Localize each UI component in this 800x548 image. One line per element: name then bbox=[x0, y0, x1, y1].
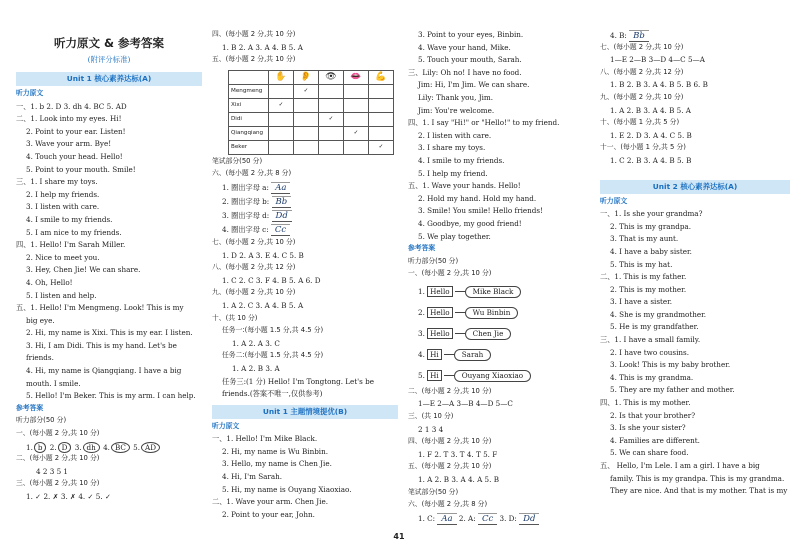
text-line: 5. We play together. bbox=[418, 231, 491, 241]
match-pair bbox=[408, 366, 594, 387]
table-cell bbox=[294, 112, 319, 126]
handwriting: Bb bbox=[272, 196, 292, 208]
table-cell bbox=[319, 84, 344, 98]
text-line: They are nice. And that is my mother. That is my bbox=[610, 486, 788, 496]
text-line: 1. C 2. B 3. A 4. B 5. B bbox=[610, 155, 692, 165]
text-line: 4. I smile to my friends. bbox=[418, 155, 505, 165]
q8-header: 八、(每小题 2 分,共 12 分) bbox=[212, 263, 296, 272]
task2-label: 任务二:(每小题 1.5 分,共 4.5 分) bbox=[222, 351, 324, 360]
listen-part-label-2: 听力部分(50 分) bbox=[408, 256, 459, 265]
table-cell bbox=[369, 112, 394, 126]
text-line: 2. I listen with care. bbox=[418, 130, 492, 140]
handwriting: Dd bbox=[272, 210, 292, 222]
row-name: Didi bbox=[229, 112, 269, 126]
page-subtitle: (附评分标准) bbox=[87, 55, 131, 64]
listening-text-lines bbox=[16, 102, 202, 404]
matching-table bbox=[228, 70, 394, 155]
text-line: 十、(每小题 1 分,共 5 分) bbox=[600, 118, 680, 127]
connector-line bbox=[444, 354, 454, 355]
connector-line bbox=[444, 375, 454, 376]
q6-label: 4. 圈出字母 c: bbox=[222, 224, 269, 234]
q6-answers-2 bbox=[408, 513, 594, 526]
q5-header: 五、(每小题 2 分,共 10 分) bbox=[212, 55, 296, 64]
text-line: 3. Hello, my name is Chen Jie. bbox=[222, 459, 332, 469]
table-cell bbox=[369, 98, 394, 112]
name-oval: Mike Black bbox=[465, 286, 522, 298]
table-cell bbox=[294, 140, 319, 154]
text-line: 十一、(每小题 1 分,共 5 分) bbox=[600, 143, 686, 152]
text-line: 4. Oh, Hello! bbox=[26, 277, 73, 287]
text-line: 5. I listen and help. bbox=[26, 290, 97, 300]
text-line: family. This is my grandpa. This is my grandma. bbox=[610, 473, 785, 483]
table-cell bbox=[269, 126, 294, 140]
text-line: 3. Point to your eyes, Binbin. bbox=[418, 30, 524, 39]
text-line: 5. Point to your mouth. Smile! bbox=[26, 164, 136, 174]
table-row bbox=[229, 112, 394, 126]
table-row bbox=[229, 140, 394, 154]
q3-answers: 1. ✓ 2. ✗ 3. ✗ 4. ✓ 5. ✓ bbox=[26, 492, 111, 501]
task3-label: 任务三:(1 分) Hello! I'm Tongtong. Let's be bbox=[222, 376, 374, 386]
match-pair bbox=[408, 303, 594, 324]
q4-answers: 1. B 2. A 3. A 4. B 5. A bbox=[222, 42, 303, 52]
listening-text-lines-4 bbox=[600, 209, 790, 499]
q9-header: 九、(每小题 2 分,共 10 分) bbox=[212, 288, 296, 297]
q3-header-2: 三、(共 10 分) bbox=[408, 412, 454, 421]
table-cell bbox=[344, 98, 369, 112]
greeting-box: Hi bbox=[427, 370, 442, 381]
text-line: 九、(每小题 2 分,共 10 分) bbox=[600, 92, 684, 101]
q4-answers-2: 1. F 2. T 3. T 4. T 5. F bbox=[418, 449, 498, 459]
unit-bar-2a: Unit 2 核心素养达标(A) bbox=[600, 180, 790, 194]
q6-answers bbox=[212, 182, 398, 238]
section-listening-text-4: 听力原文 bbox=[600, 196, 628, 205]
text-line: 四、1. I say "Hi!" or "Hello!" to my friend. bbox=[408, 118, 560, 128]
handwriting: Cc bbox=[271, 224, 290, 236]
circled-answer: dh bbox=[83, 442, 100, 453]
text-line: 3. Is she your sister? bbox=[610, 423, 686, 433]
column-2 bbox=[212, 0, 398, 548]
table-cell bbox=[269, 140, 294, 154]
q6-header: 六、(每小题 2 分,共 8 分) bbox=[212, 169, 292, 178]
column-1 bbox=[16, 0, 202, 548]
listening-text-lines-3 bbox=[408, 30, 594, 244]
q6-label: 1. 圈出字母 a: bbox=[222, 182, 269, 192]
page-number: 41 bbox=[393, 532, 405, 541]
text-line: 2. Hold my hand. Hold my hand. bbox=[418, 193, 537, 203]
pair-number: 4. bbox=[418, 349, 425, 359]
q6-item bbox=[212, 210, 398, 224]
handwriting-bb: Bb bbox=[629, 30, 649, 42]
match-pair bbox=[408, 345, 594, 366]
text-line: 5. They are my father and mother. bbox=[610, 385, 735, 395]
connector-line bbox=[455, 333, 465, 334]
greeting-box: Hi bbox=[427, 349, 442, 360]
circled-answer: AD bbox=[141, 442, 160, 453]
section-answers: 参考答案 bbox=[16, 403, 44, 412]
text-line: 1. A 2. B 3. A 4. B 5. A bbox=[610, 105, 691, 115]
text-line: 3. Smile! You smile! Hello friends! bbox=[418, 206, 543, 216]
text-line: 三、Lily: Oh no! I have no food. bbox=[408, 67, 522, 77]
text-line: friends. bbox=[26, 353, 54, 363]
text-line: 四、1. Hello! I'm Sarah Miller. bbox=[16, 240, 126, 250]
task3-cont: friends.(答案不唯一,仅供参考) bbox=[222, 389, 323, 399]
handwriting: Dd bbox=[519, 513, 539, 525]
text-line: 3. Look! This is my baby brother. bbox=[610, 360, 731, 370]
text-line: 3. Hi, I am Didi. This is my hand. Let's be bbox=[26, 340, 177, 350]
q3-answers-2: 2 1 3 4 bbox=[418, 424, 444, 434]
circled-answer: BC bbox=[111, 442, 130, 453]
unit-bar-1a: Unit 1 核心素养达标(A) bbox=[16, 72, 202, 86]
table-cell bbox=[294, 126, 319, 140]
written-part-label-2: 笔试部分(50 分) bbox=[408, 487, 459, 496]
q1-header: 一、(每小题 2 分,共 10 分) bbox=[16, 429, 100, 438]
arm-icon: 💪 bbox=[369, 70, 394, 84]
q1-match-pairs bbox=[408, 282, 594, 387]
section-listening-text: 听力原文 bbox=[16, 89, 44, 97]
text-line: 4. This is my grandma. bbox=[610, 372, 694, 382]
table-cell bbox=[269, 84, 294, 98]
table-cell: ✓ bbox=[344, 126, 369, 140]
text-line: 3. I share my toys. bbox=[418, 143, 486, 153]
table-row bbox=[229, 84, 394, 98]
q5-header-2: 五、(每小题 2 分,共 10 分) bbox=[408, 462, 492, 471]
text-line: 五、1. Wave your hands. Hello! bbox=[408, 181, 521, 191]
listen-part-label: 听力部分(50 分) bbox=[16, 416, 67, 425]
name-oval: Ouyang Xiaoxiao bbox=[454, 370, 531, 382]
handwriting: Aa bbox=[437, 513, 456, 525]
section-answers-2: 参考答案 bbox=[408, 244, 436, 253]
page-title: 听力原文 & 参考答案 bbox=[53, 36, 165, 50]
text-line: mouth. I smile. bbox=[26, 378, 81, 388]
q6-label: 3. D: bbox=[499, 513, 517, 523]
pair-number: 3. bbox=[418, 328, 425, 338]
match-pair bbox=[408, 324, 594, 345]
text-line: 3. I have a sister. bbox=[610, 297, 673, 307]
text-line: 3. Wave your arm. Bye! bbox=[26, 139, 112, 149]
text-line: 2. Point to your ear, John. bbox=[222, 509, 315, 519]
text-line: 3. That is my aunt. bbox=[610, 234, 679, 244]
text-line: 4. Touch your head. Hello! bbox=[26, 151, 123, 161]
q5-answers-2: 1. A 2. B 3. A 4. A 5. B bbox=[418, 475, 499, 485]
text-line: 4. I have a baby sister. bbox=[610, 246, 692, 256]
answer-lines bbox=[600, 43, 790, 169]
table-cell bbox=[344, 112, 369, 126]
table-cell bbox=[344, 140, 369, 154]
q6-item bbox=[212, 182, 398, 196]
text-line: 5. Hello! I'm Beker. This is my arm. I can help. bbox=[26, 391, 196, 401]
name-oval: Sarah bbox=[454, 349, 492, 361]
q2-answers: 4 2 3 5 1 bbox=[36, 466, 69, 476]
q1-number: 3. bbox=[74, 442, 82, 452]
q10-header: 十、(共 10 分) bbox=[212, 313, 258, 322]
text-line: 二、1. This is my father. bbox=[600, 272, 687, 282]
text-line: 2. Hi, my name is Xixi. This is my ear. I listen. bbox=[26, 328, 193, 338]
q6-label: 3. 圈出字母 d: bbox=[222, 210, 270, 220]
mouth-icon: 👄 bbox=[344, 70, 369, 84]
text-line: 5. This is my hat. bbox=[610, 259, 673, 269]
q7-header: 七、(每小题 2 分,共 10 分) bbox=[212, 237, 296, 246]
q6-label: 1. C: bbox=[418, 513, 436, 523]
text-line: 5. I help my friend. bbox=[418, 168, 488, 178]
section-listening-text-2: 听力原文 bbox=[212, 421, 240, 430]
q4-header: 四、(每小题 2 分,共 10 分) bbox=[212, 30, 296, 38]
text-line: 4. Goodbye, my good friend! bbox=[418, 218, 522, 228]
connector-line bbox=[455, 291, 465, 292]
table-cell bbox=[344, 84, 369, 98]
text-line: 2. This is my mother. bbox=[610, 284, 687, 294]
listening-text-lines-2 bbox=[212, 434, 398, 522]
handwriting: Cc bbox=[478, 513, 497, 525]
text-line: 五、1. Hello! I'm Mengmeng. Look! This is my bbox=[16, 303, 184, 313]
text-line: 一、1. Is she your grandma? bbox=[600, 209, 703, 219]
table-cell bbox=[319, 140, 344, 154]
connector-line bbox=[455, 312, 465, 313]
row-name: Mengmeng bbox=[229, 84, 269, 98]
name-oval: Wu Binbin bbox=[465, 307, 519, 319]
table-row bbox=[229, 126, 394, 140]
task1-answers: 1. A 2. A 3. C bbox=[232, 338, 280, 348]
q9-answers: 1. A 2. C 3. A 4. B 5. A bbox=[222, 300, 304, 310]
q1-header-2: 一、(每小题 2 分,共 10 分) bbox=[408, 269, 492, 278]
text-line: 1. E 2. D 3. A 4. C 5. B bbox=[610, 130, 692, 140]
text-line: 4. Families are different. bbox=[610, 435, 700, 445]
table-cell bbox=[369, 84, 394, 98]
text-line: 5. He is my grandfather. bbox=[610, 322, 699, 332]
eye-icon: 👁 bbox=[319, 70, 344, 84]
hand-icon: ✋ bbox=[269, 70, 294, 84]
q3-header: 三、(每小题 2 分,共 10 分) bbox=[16, 479, 100, 488]
q6-header-2: 六、(每小题 2 分,共 8 分) bbox=[408, 500, 488, 509]
q6-item-4 bbox=[600, 30, 790, 43]
text-line: 2. This is my grandpa. bbox=[610, 221, 691, 231]
table-row bbox=[229, 98, 394, 112]
pair-number: 5. bbox=[418, 370, 425, 380]
pair-number: 2. bbox=[418, 307, 425, 317]
circled-answer: D bbox=[58, 442, 72, 453]
text-line: 5. I am nice to my friends. bbox=[26, 227, 122, 237]
greeting-box: Hello bbox=[427, 328, 452, 339]
column-4 bbox=[600, 0, 790, 548]
text-line: 三、1. I share my toys. bbox=[16, 177, 98, 187]
q1-number: 1. bbox=[26, 442, 33, 452]
table-corner bbox=[229, 70, 269, 84]
table-cell bbox=[319, 98, 344, 112]
row-name: Xixi bbox=[229, 98, 269, 112]
text-line: 5. We can share food. bbox=[610, 448, 689, 458]
match-pair bbox=[408, 282, 594, 303]
text-line: 四、1. This is my mother. bbox=[600, 398, 691, 408]
text-line: 1—E 2—B 3—D 4—C 5—A bbox=[610, 55, 705, 65]
text-line: 2. Nice to meet you. bbox=[26, 252, 100, 262]
q6-label: 2. A: bbox=[458, 513, 476, 523]
table-cell: ✓ bbox=[269, 98, 294, 112]
ear-icon: 👂 bbox=[294, 70, 319, 84]
text-line: big eye. bbox=[26, 315, 55, 325]
table-cell: ✓ bbox=[294, 84, 319, 98]
text-line: 2. I help my friends. bbox=[26, 189, 100, 199]
task2-answers: 1. A 2. B 3. A bbox=[232, 363, 280, 373]
text-line: 八、(每小题 2 分,共 12 分) bbox=[600, 67, 684, 76]
q1-number: 5. bbox=[133, 442, 141, 452]
text-line: 2. Is that your brother? bbox=[610, 410, 696, 420]
text-line: Lily: Thank you, Jim. bbox=[418, 92, 493, 102]
q6-item-4-label: 4. B: bbox=[610, 31, 627, 40]
text-line: 4. Wave your hand, Mike. bbox=[418, 42, 511, 52]
pair-number: 1. bbox=[418, 286, 425, 296]
q8-answers: 1. C 2. C 3. F 4. B 5. A 6. D bbox=[222, 275, 321, 285]
greeting-box: Hello bbox=[427, 286, 452, 297]
row-name: Beker bbox=[229, 140, 269, 154]
q4-header-2: 四、(每小题 2 分,共 10 分) bbox=[408, 437, 492, 446]
text-line: 一、1. b 2. D 3. dh 4. BC 5. AD bbox=[16, 101, 127, 111]
text-line: 三、1. I have a small family. bbox=[600, 335, 701, 345]
text-line: 4. I smile to my friends. bbox=[26, 214, 113, 224]
text-line: 4. She is my grandmother. bbox=[610, 309, 707, 319]
handwriting: Aa bbox=[271, 182, 290, 194]
q2-header-2: 二、(每小题 2 分,共 10 分) bbox=[408, 386, 492, 395]
table-cell: ✓ bbox=[369, 140, 394, 154]
text-line: Jim: You're welcome. bbox=[418, 105, 495, 115]
table-cell bbox=[269, 112, 294, 126]
table-cell bbox=[294, 98, 319, 112]
task1-label: 任务一:(每小题 1.5 分,共 4.5 分) bbox=[222, 326, 324, 335]
q6-item bbox=[212, 224, 398, 238]
greeting-box: Hello bbox=[427, 307, 452, 318]
text-line: 4. Hi, I'm Sarah. bbox=[222, 472, 283, 482]
column-3 bbox=[408, 0, 594, 548]
text-line: 七、(每小题 2 分,共 10 分) bbox=[600, 42, 684, 51]
q7-answers: 1. D 2. A 3. E 4. C 5. B bbox=[222, 250, 304, 260]
unit-bar-1b: Unit 1 主题情境提优(B) bbox=[212, 405, 398, 419]
text-line: 3. Hey, Chen Jie! We can share. bbox=[26, 265, 141, 275]
q2-answers-2: 1—E 2—A 3—B 4—D 5—C bbox=[418, 399, 513, 409]
row-name: Qiangqiang bbox=[229, 126, 269, 140]
name-oval: Chen Jie bbox=[465, 328, 512, 340]
text-line: 2. I have two cousins. bbox=[610, 347, 690, 357]
text-line: 4. Hi, my name is Qiangqiang. I have a big bbox=[26, 366, 182, 376]
written-part-label: 笔试部分(50 分) bbox=[212, 156, 263, 165]
text-line: 5. Touch your mouth, Sarah. bbox=[418, 55, 522, 65]
text-line: 二、1. Wave your arm. Chen Jie. bbox=[212, 497, 329, 507]
table-cell bbox=[319, 126, 344, 140]
text-line: 3. I listen with care. bbox=[26, 202, 100, 212]
text-line: 2. Point to your ear. Listen! bbox=[26, 126, 126, 136]
text-line: 五、 Hello, I'm Lele. I am a girl. I have a big bbox=[600, 461, 760, 470]
text-line: 2. Hi, my name is Wu Binbin. bbox=[222, 446, 329, 456]
q1-number: 4. bbox=[103, 442, 110, 452]
text-line: 二、1. Look into my eyes. Hi! bbox=[16, 114, 122, 124]
table-cell: ✓ bbox=[319, 112, 344, 126]
q6-item bbox=[212, 196, 398, 210]
circled-answer: b bbox=[34, 442, 47, 453]
text-line: 5. Hi, my name is Ouyang Xiaoxiao. bbox=[222, 484, 352, 494]
text-line: Jim: Hi, I'm Jim. We can share. bbox=[418, 80, 530, 90]
q6-label: 2. 圈出字母 b: bbox=[222, 196, 270, 206]
text-line: 1. B 2. B 3. A 4. B 5. B 6. B bbox=[610, 80, 708, 90]
table-cell bbox=[369, 126, 394, 140]
q1-answers bbox=[16, 442, 202, 455]
q1-number: 2. bbox=[49, 442, 57, 452]
q2-header: 二、(每小题 2 分,共 10 分) bbox=[16, 454, 100, 463]
text-line: 一、1. Hello! I'm Mike Black. bbox=[212, 434, 318, 444]
